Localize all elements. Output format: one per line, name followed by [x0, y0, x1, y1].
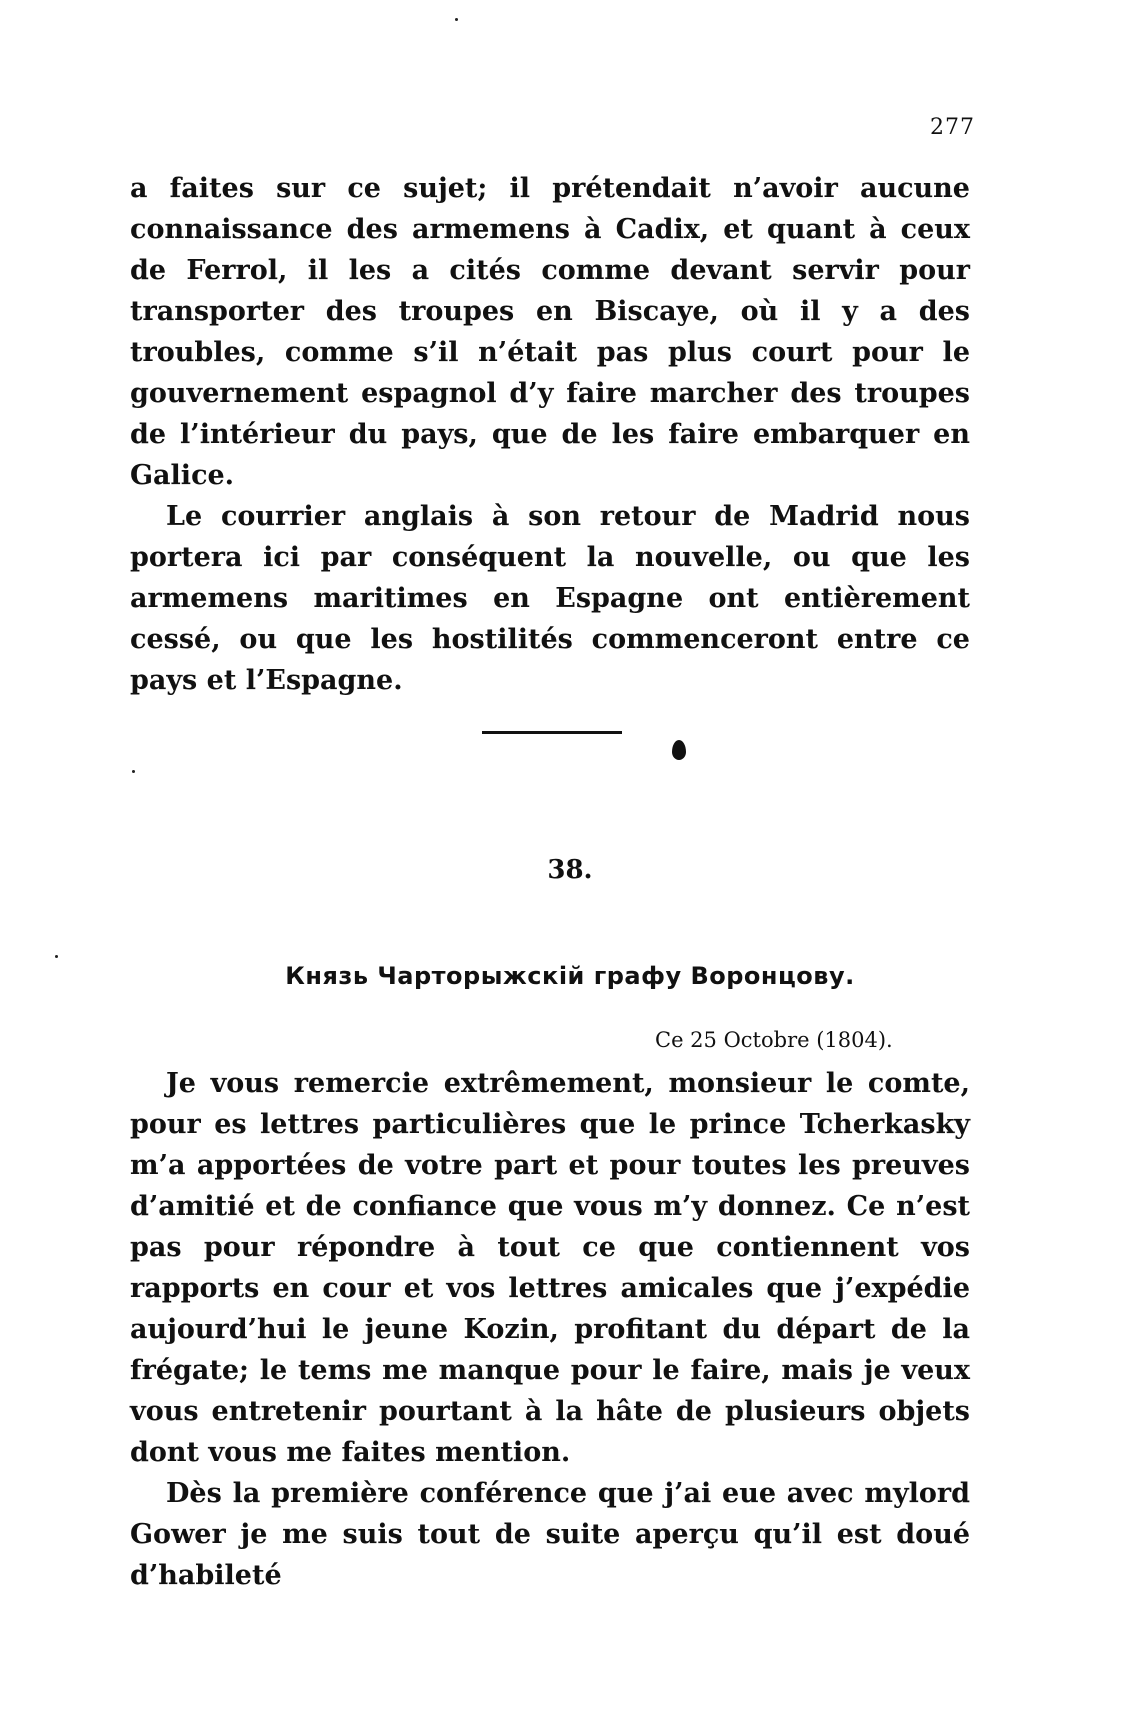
- speck: [55, 955, 58, 958]
- letter-body: [130, 1063, 970, 1596]
- continued-text: [130, 168, 970, 701]
- paragraph: a faites sur ce sujet; il prétendait n’avoir aucune connaissance des armemens à Cadix, et quant à ceux de Ferrol, il les a cités comme devant servir pour transporter des troupes en Biscaye, où il y a des troubles, comme s’il n’était pas plus court pour le gouvernement espagnol d’y faire marcher des troupes de l’intérieur du pays, que de les faire embarquer en Galice.: [130, 173, 970, 491]
- speck: [132, 770, 135, 773]
- letter-heading: Князь Чарторыжскій графу Воронцову.: [285, 962, 855, 990]
- section-divider: [482, 731, 622, 734]
- paragraph: Dès la première conférence que j’ai eue avec mylord Gower je me suis tout de suite aperçu qu’il est doué d’habileté: [130, 1478, 970, 1591]
- paragraph: Le courrier anglais à son retour de Madrid nous portera ici par conséquent la nouvelle, ou que les armemens maritimes en Espagne ont entièrement cessé, ou que les hostilités commenceront entre ce pays et l’Espagne.: [130, 501, 970, 696]
- letter-date: Ce 25 Octobre (1804).: [655, 1028, 893, 1052]
- letter-number: 38.: [547, 855, 593, 885]
- paragraph: Je vous remercie extrêmement, monsieur le comte, pour es lettres particulières que le prince Tcherkasky m’a apportées de votre part et pour toutes les preuves d’amitié et de confiance que vous m’y donnez. Ce n’est pas pour répondre à tout ce que contiennent vos rapports en cour et vos lettres amicales que j’expédie aujourd’hui le jeune Kozin, profitant du départ de la frégate; le tems me manque pour le faire, mais je veux vous entretenir pourtant à la hâte de plusieurs objets dont vous me faites mention.: [130, 1068, 970, 1468]
- speck: [455, 18, 458, 21]
- page-number: 277: [930, 115, 975, 140]
- ink-blot-icon: [672, 740, 686, 760]
